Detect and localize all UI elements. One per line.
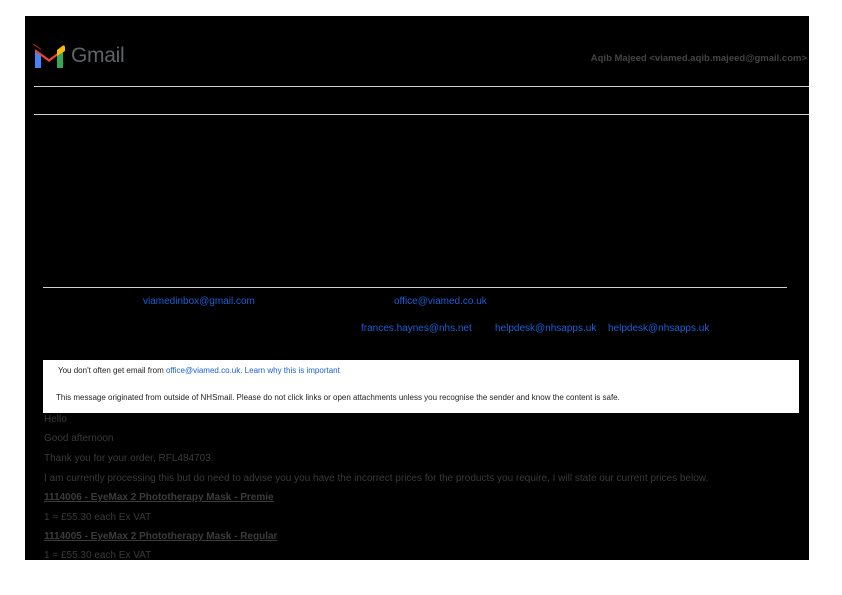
product-name: 1114005 - EyeMax 2 Phototherapy Mask - Regular [44,531,278,542]
cc-email-link[interactable]: helpdesk@nhsapps.uk [608,323,710,334]
gmail-logo [33,44,124,68]
from-email-link[interactable]: viamedinbox@gmail.com [143,296,255,307]
header-divider [34,86,809,87]
subject-divider [34,114,809,115]
to-email-link[interactable]: office@viamed.co.uk [394,296,487,307]
product-name: 1114006 - EyeMax 2 Phototherapy Mask - Premie [44,492,274,503]
message-greeting: Hello [44,414,67,425]
message-intro: I am currently processing this but do need to advise you you have the incorrect prices for the products you require, I will state our current prices below. [44,473,709,484]
message-thanks: Thank you for your order, RFL484703. [44,453,214,464]
gmail-logo-text: Gmail [71,44,125,67]
message-salutation: Good afternoon [44,433,114,444]
notice-sender-link[interactable]: office@viamed.co.uk. [165,366,243,375]
cc-email-link[interactable]: helpdesk@nhsapps.uk [495,323,597,334]
email-print-page [25,16,809,560]
product-price: 1 = £55.30 each Ex VAT [44,512,152,523]
gmail-m-icon [33,44,65,68]
notice-warning: This message originated from outside of NHSmail. Please do not click links or open attachments unless you recognise the sender and know the content is safe. [56,393,620,402]
external-sender-notice [43,360,799,413]
account-identity: Aqib Majeed <viamed.aqib.majeed@gmail.com> [590,53,807,64]
learn-why-link[interactable]: Learn why this is important [244,366,340,375]
message-divider [43,287,787,288]
product-price: 1 = £55.30 each Ex VAT [44,550,152,560]
cc-email-link[interactable]: frances.haynes@nhs.net [361,323,472,334]
notice-prefix: You don't often get email from [58,366,164,375]
notice-first-line [58,366,340,375]
